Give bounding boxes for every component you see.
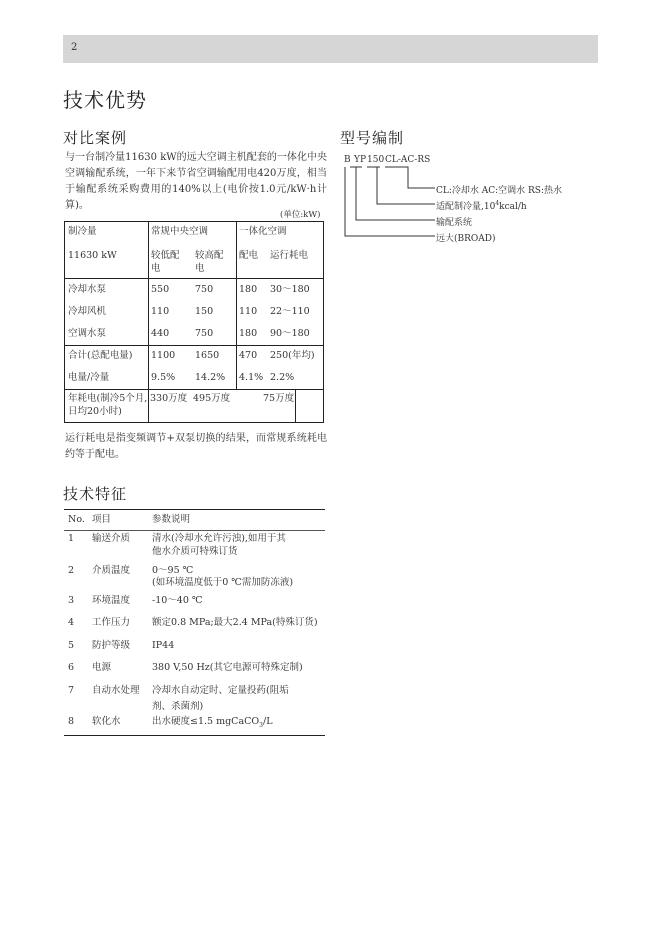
features-col-item: 项目: [92, 514, 112, 525]
table-row-yx: 22～110: [270, 306, 310, 317]
table-ratio-low: 9.5%: [151, 372, 176, 383]
table-annual-integrated: 75万度: [263, 393, 295, 404]
comparison-heading: 对比案例: [63, 129, 128, 147]
feature-param: 0～95 ℃: [152, 565, 194, 576]
table-ratio-pd: 4.1%: [239, 372, 264, 383]
model-legend-system: 输配系统: [436, 218, 473, 228]
model-code-suffix: CL-AC-RS: [385, 155, 431, 165]
table-row-high: 150: [195, 306, 214, 317]
table-header-conventional: 常规中央空调: [151, 226, 209, 237]
feature-param: 380 V,50 Hz(其它电源可特殊定制): [152, 662, 303, 673]
feature-no: 6: [68, 662, 75, 673]
feature-no: 4: [68, 617, 75, 628]
model-legend-brand: 远大(BROAD): [436, 234, 496, 244]
table-row-yx: 30～180: [270, 284, 310, 295]
table-capacity-value: 11630 kW: [68, 250, 117, 261]
feature-param: -10～40 ℃: [152, 595, 203, 606]
table-row-name: 冷却风机: [68, 306, 107, 317]
table-total-name: 合计(总配电量): [68, 350, 133, 361]
feature-no: 8: [68, 716, 75, 727]
feature-item: 环境温度: [92, 595, 131, 606]
table-ratio-yx: 2.2%: [270, 372, 295, 383]
model-heading: 型号编制: [340, 129, 405, 147]
feature-param: 清水(冷却水允许污浊),如用于其: [152, 533, 286, 544]
feature-param: 冷却水自动定时、定量投药(阻垢: [152, 685, 289, 696]
features-table: [64, 509, 325, 737]
table-sub-yunxing: 运行耗电: [270, 250, 309, 261]
features-col-no: No.: [68, 514, 85, 525]
model-code-yp: YP: [354, 155, 366, 165]
feature-item: 电源: [92, 662, 112, 673]
table-row-name: 空调水泵: [68, 328, 107, 339]
unit-label: (单位:kW): [280, 210, 321, 220]
feature-no: 1: [68, 533, 75, 544]
table-row-high: 750: [195, 328, 214, 339]
table-annual-low: 330万度: [150, 393, 188, 404]
feature-item: 介质温度: [92, 565, 131, 576]
table-total-high: 1650: [195, 350, 220, 361]
model-code-leader-lines: [340, 162, 450, 242]
table-row-low: 550: [151, 284, 170, 295]
table-row-low: 440: [151, 328, 170, 339]
model-code-capacity: 150: [367, 155, 385, 165]
features-heading: 技术特征: [63, 485, 128, 503]
comparison-intro: 与一台制冷量11630 kW的远大空调主机配套的一体化中央空调输配系统，一年下来节省空调输配用电420万度，相当于输配系统采购费用的140%以上(电价按1.0元/kW·h计算)。: [65, 152, 327, 211]
model-legend-medium: CL:冷却水 AC:空调水 RS:热水: [436, 186, 563, 196]
feature-param: 额定0.8 MPa;最大2.4 MPa(特殊订货): [152, 617, 318, 628]
model-legend-capacity: 适配制冷量$,10^4kcal/h$: [436, 200, 527, 212]
table-ratio-high: 14.2%: [195, 372, 226, 383]
table-annual-name: 年耗电(制冷5个月,日均20小时): [68, 393, 148, 417]
model-code-b: B: [344, 155, 351, 165]
table-sub-low: 较低配电: [151, 250, 180, 274]
feature-no: 3: [68, 595, 75, 606]
feature-param: IP44: [152, 640, 175, 651]
table-total-pd: 470: [239, 350, 258, 361]
table-total-yx: 250(年均): [270, 350, 315, 361]
table-sub-high: 较高配电: [195, 250, 224, 274]
table-annual-high: 495万度: [193, 393, 231, 404]
feature-item: 软化水: [92, 716, 121, 727]
table-row-yx: 90～180: [270, 328, 310, 339]
page-title: 技术优势: [63, 88, 147, 112]
table-header-integrated: 一体化空调: [239, 226, 287, 237]
table-row-pd: 180: [239, 328, 258, 339]
feature-item: 工作压力: [92, 617, 131, 628]
feature-param-cont: 剂、杀菌剂): [152, 701, 204, 712]
table-header-capacity: 制冷量: [68, 226, 97, 237]
feature-param: 出水硬度≤1.5 mgCaCO$_3$/L: [152, 716, 273, 729]
table-total-low: 1100: [151, 350, 176, 361]
feature-item: 自动水处理: [92, 685, 140, 696]
feature-item: 防护等级: [92, 640, 131, 651]
table-sub-peidian: 配电: [239, 250, 259, 261]
comparison-note: 运行耗电是指变频调节+双泵切换的结果，而常规系统耗电约等于配电。: [65, 433, 327, 460]
features-col-param: 参数说明: [152, 514, 191, 525]
table-row-name: 冷却水泵: [68, 284, 107, 295]
feature-param-cont: (如环境温度低于0 ℃需加防冻液): [152, 577, 294, 588]
table-ratio-name: 电量/冷量: [68, 372, 110, 383]
table-row-low: 110: [151, 306, 170, 317]
table-row-pd: 110: [239, 306, 258, 317]
feature-item: 输送介质: [92, 533, 131, 544]
feature-no: 2: [68, 565, 75, 576]
feature-no: 7: [68, 685, 75, 696]
page-header-bar: [63, 35, 598, 63]
table-row-high: 750: [195, 284, 214, 295]
comparison-table: [64, 221, 324, 423]
table-row-pd: 180: [239, 284, 258, 295]
feature-no: 5: [68, 640, 75, 651]
page-number: 2: [71, 42, 78, 53]
feature-param-cont: 他水介质可特殊订货: [152, 546, 238, 557]
